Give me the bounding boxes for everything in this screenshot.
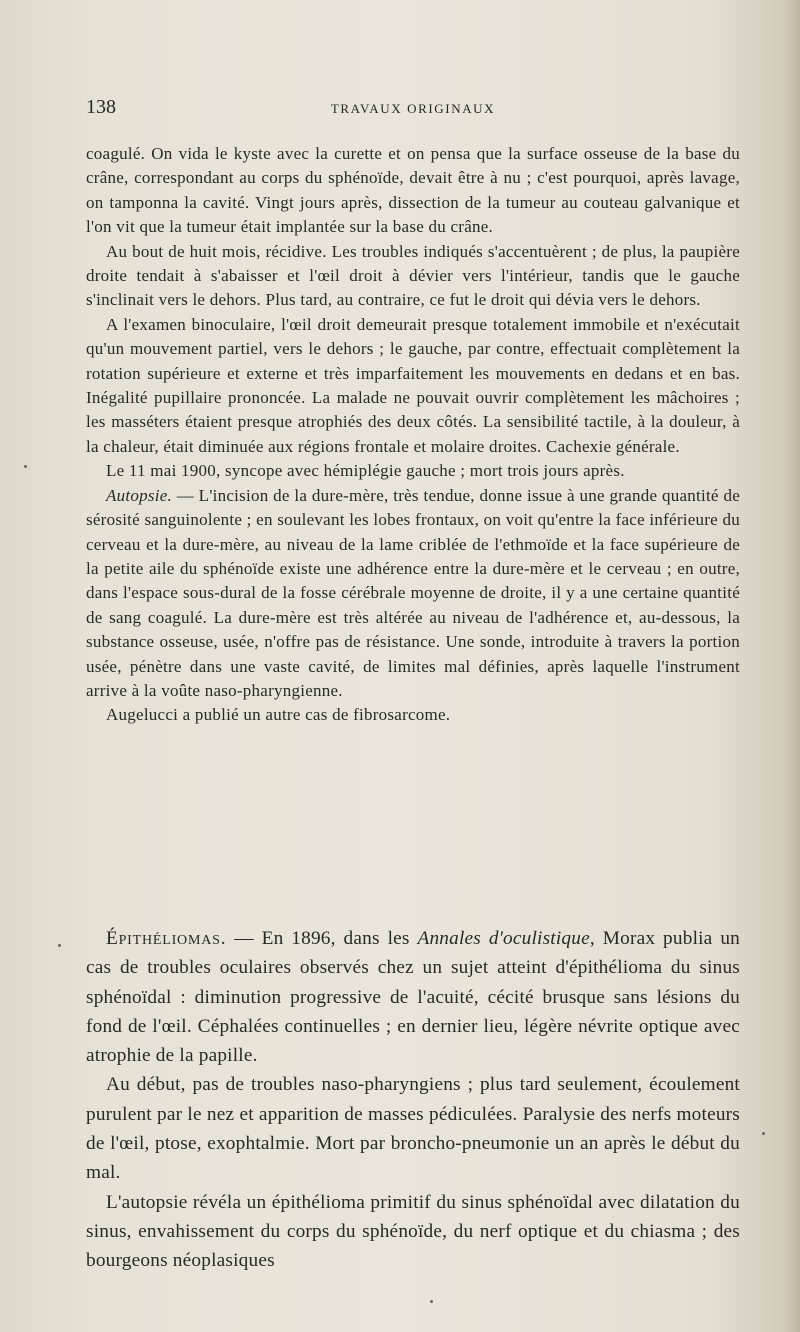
running-head (86, 96, 740, 126)
section-heading: Épithéliomas. (106, 928, 227, 949)
running-title: TRAVAUX ORIGINAUX (330, 101, 496, 116)
epithelioma-intro: — En 1896, dans les (226, 928, 418, 949)
paper-speck (762, 1132, 765, 1135)
paragraph-epithelioma (86, 924, 740, 1070)
paper-speck (58, 944, 61, 947)
paragraph-angelucci: Augelucci a publié un autre cas de fibrosarcome. (106, 705, 451, 725)
paper-speck (430, 1300, 433, 1303)
paper-speck (24, 465, 27, 468)
paragraph-coagule: coagulé. On vida le kyste avec la curette et on pensa que la surface osseuse de la base du crâne, correspondant au corps du sphénoïde, devait être à nu ; c'est pourquoi, après lavage, on tamponna la cavité. Vingt jours après, dissection de la tumeur au couteau galvanique et l'on vit que la tumeur était implantée sur la base du crâne. (86, 144, 740, 237)
paragraph-syncope: Le 11 mai 1900, syncope avec hémiplégie gauche ; mort trois jours après. (106, 461, 625, 481)
epithelioma-section (86, 924, 740, 1276)
page-number: 138 (86, 96, 116, 118)
paragraph-recidive: Au bout de huit mois, récidive. Les troubles indiqués s'accentuèrent ; de plus, la paupière droite tendait à s'abaisser et l'œil droit à dévier vers l'intérieur, tandis que le gauche s'inclinait vers le dehors. Plus tard, au contraire, ce fut le droit qui dévia vers le dehors. (86, 241, 740, 310)
paragraph-examen: A l'examen binoculaire, l'œil droit demeurait presque totalement immobile et n'exécutait qu'un mouvement partiel, vers le dehors ; le gauche, par contre, effectuait complètement la rotation supérieure et externe et très imparfaitement les mouvements en dedans et en bas. Inégalité pupillaire prononcée. La malade ne pouvait ouvrir complètement les mâchoires ; les masséters étaient presque atrophiés des deux côtés. La sensibilité tactile, à la douleur, à la chaleur, était diminuée aux régions frontale et molaire droites. Cachexie générale. (86, 314, 740, 456)
page-edge-shadow (782, 0, 800, 1332)
paragraph-autopsie (86, 484, 740, 704)
journal-title: Annales d'oculistique (417, 928, 590, 949)
epithelioma-text: , Morax publia un cas de troubles oculaires observés chez un sujet atteint d'épithélioma du sinus sphénoïdal : diminution progressive de l'acuité, cécité brusque sans lésions du fond de l'œil. Céphalées continuelles ; en dernier lieu, légère névrite optique avec atrophie de la papille. (86, 928, 741, 1067)
autopsy-text: — L'incision de la dure-mère, très tendue, donne issue à une grande quantité de sérosité sanguinolente ; en soulevant les lobes frontaux, on voit qu'entre la face inférieure du cerveau et la dure-mère, au niveau de la lame criblée de l'ethmoïde et la face supérieure de la petite aile du sphénoïde existe une adhérence entre la dure-mère et le cerveau ; en outre, dans l'espace sous-dural de la fosse cérébrale moyenne de droite, il y a une certaine quantité de sang coagulé. La dure-mère est très altérée au niveau de l'adhérence et, au-dessous, la substance osseuse, usée, n'offre pas de résistance. Une sonde, introduite à travers la portion usée, pénètre dans une vaste cavité, de limites mal définies, après laquelle l'instrument arrive à la voûte naso-pharyngienne. (86, 485, 740, 700)
paragraph-autopsie-epithelioma: L'autopsie révéla un épithélioma primitif du sinus sphénoïdal avec dilatation du sinus, envahissement du corps du sphénoïde, du nerf optique et du chiasma ; des bourgeons néoplasiques (86, 1191, 740, 1272)
paragraph-debut: Au début, pas de troubles naso-pharyngiens ; plus tard seulement, écoulement purulent par le nez et apparition de masses pédiculées. Paralysie des nerfs moteurs de l'œil, ptose, exophtalmie. Mort par broncho-pneumonie un an après le début du mal. (86, 1074, 740, 1184)
autopsy-label: Autopsie. (106, 485, 172, 505)
case-report-text (86, 142, 740, 728)
